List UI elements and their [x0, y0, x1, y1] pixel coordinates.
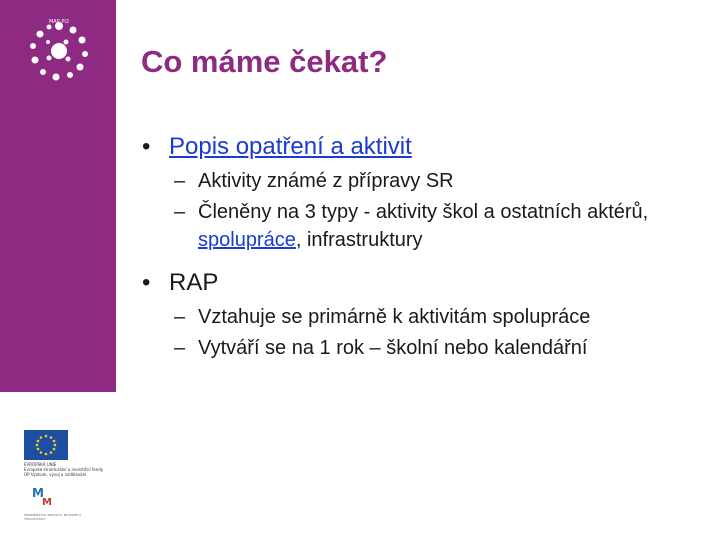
dash-marker: –	[174, 337, 186, 359]
eu-flag-icon	[24, 430, 68, 460]
sub-bullet-text: Vztahuje se primárně k aktivitám spolupráce	[198, 306, 591, 328]
msmt-text: MINISTERSTVO ŠKOLSTVÍ, MLÁDEŽE A TĚLOVÝCHOVY	[24, 513, 82, 521]
slide-title: Co máme čekat?	[141, 44, 388, 79]
sub-bullet-text: Aktivity známé z přípravy SR	[198, 170, 454, 192]
map-logo	[20, 12, 98, 90]
logo-text: MAP PI2	[48, 19, 70, 25]
bullet-marker: •	[142, 133, 151, 160]
op-program-text: EVROPSKÁ UNIE Evropské strukturální a investiční fondy OP Výzkum, vývoj a vzdělávání	[24, 462, 104, 477]
bullet-popis	[142, 132, 712, 162]
sub-bullet-cleneny	[174, 198, 712, 254]
slide-content	[142, 132, 712, 376]
msmt-logo	[24, 485, 94, 521]
bullet-rap	[142, 268, 712, 298]
svg-text:M: M	[32, 486, 44, 500]
sub-bullet-aktivity	[174, 167, 712, 195]
sub-bullet-vytvari	[174, 334, 712, 362]
sub-bullet-text: Členěny na 3 typy - aktivity škol a ostatních aktérů,	[198, 201, 649, 223]
sub-bullet-text-end: , infrastruktury	[295, 229, 423, 251]
bullet-marker: •	[142, 269, 151, 296]
bullet-rap-text: RAP	[169, 269, 219, 296]
dash-marker: –	[174, 201, 186, 223]
sidebar-band	[0, 0, 116, 392]
link-spoluprace[interactable]: spolupráce	[198, 229, 296, 251]
footer-logos	[24, 430, 134, 521]
dash-marker: –	[174, 170, 186, 192]
dash-marker: –	[174, 306, 186, 328]
svg-text:M: M	[42, 497, 52, 507]
sub-bullet-text: Vytváří se na 1 rok – školní nebo kalendářní	[198, 337, 588, 359]
link-popis-opatreni[interactable]: Popis opatření a aktivit	[169, 133, 412, 160]
sub-bullet-vztahuje	[174, 303, 712, 331]
